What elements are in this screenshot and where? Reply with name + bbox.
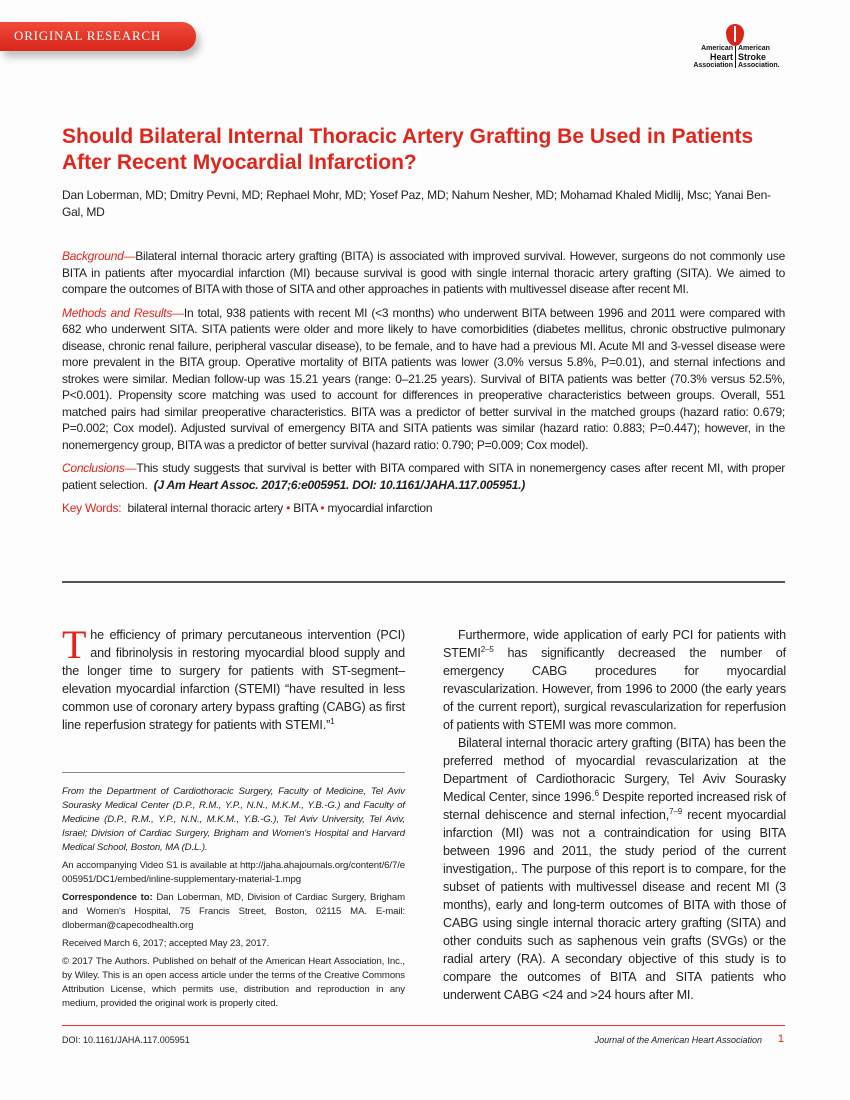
body-paragraph — [62, 622, 405, 734]
section-label: Conclusions— — [62, 461, 137, 475]
section-label: Background— — [62, 249, 136, 263]
keywords-label: Key Words: — [62, 501, 122, 515]
section-text: Bilateral internal thoracic artery grafting (BITA) is associated with improved survival. However, surgeons do not commonly use BITA in patients after myocardial infarction (MI) because survival is good with single internal thoracic artery grafting (SITA). We aimed to compare the outcomes of BITA with those of SITA and other approaches in patients with multivessel disease after recent MI. — [62, 249, 785, 296]
video-note[interactable]: An accompanying Video S1 is available at http://jaha.ahajournals.org/content/6/7/e005951/DC1/embed/inline-supplementary-material-1.mpg — [62, 860, 405, 885]
citation-ref[interactable]: 6 — [594, 788, 599, 798]
abstract-background — [62, 248, 785, 298]
logo-text: American — [738, 45, 770, 52]
correspondence-note — [62, 891, 405, 933]
footnotes — [62, 785, 405, 1015]
keyword: BITA — [293, 501, 318, 515]
article-title: Should Bilateral Internal Thoracic Artery Grafting Be Used in Patients After Recent Myocardial Infarction? — [62, 125, 754, 174]
logo-text: Association — [693, 62, 733, 69]
citation-ref[interactable]: 7–9 — [669, 806, 683, 816]
paragraph-text: has significantly decreased the number of emergency CABG procedures for myocardial revascularization. However, from 1996 to 2000 (the early years of the current report), surgical revascularization for reperfusion of patients with STEMI was more common. — [443, 646, 786, 732]
paragraph-text: Furthermore, wide application of early PCI for patients with STEMI — [443, 628, 786, 660]
aha-asa-logo — [683, 16, 788, 72]
section-banner — [0, 22, 196, 51]
section-label: Methods and Results— — [62, 305, 184, 320]
correspondence-label: Correspondence to: — [62, 892, 153, 903]
abstract-divider — [62, 581, 785, 583]
drop-cap: T — [62, 622, 87, 667]
affiliation-note: From the Department of Cardiothoracic Surgery, Faculty of Medicine, Tel Aviv Sourasky Medical Center (D.P., R.M., Y.P., N.N., M.K.M., Y.B.-G.) and Faculty of Medicine (D.P., R.M., Y.P., N.N., M.K.M., Y.B.-G.), Tel Aviv University, Tel Aviv, Israel; Division of Cardiac Surgery, Brigham and Women's Hospital and Harvard Medical School, Boston, MA (D.L.). — [62, 786, 405, 853]
bullet: • — [320, 501, 325, 515]
keyword: bilateral internal thoracic artery — [127, 501, 284, 515]
body-paragraph — [443, 626, 786, 734]
journal-name: Journal of the American Heart Association — [594, 1035, 762, 1045]
received-date: Received March 6, 2017; accepted May 23, 2017. — [62, 938, 270, 949]
body-right-column — [443, 626, 786, 1004]
page-number: 1 — [777, 1033, 784, 1045]
section-text: In total, 938 patients with recent MI (<3 months) who underwent BITA between 1996 and 2011 were compared with 682 who underwent SITA. SITA patients were older and more likely to have comorbidities (diabetes mellitus, chronic obstructive pulmonary disease, chronic renal failure, peripheral vascular disease), to be female, and to have had a previous MI. Acute MI and 3-vessel disease were more prevalent in the BITA group. Operative mortality of BITA patients was lower (3.0% versus 5.8%, P=0.01), and sternal infections and strokes were similar. Median follow-up was 15.21 years (range: 0–21.25 years). Survival of BITA patients was better (70.3% versus 52.5%, P<0.001). Propensity score matching was used to account for differences in preoperative characteristics between groups. Overall, 551 matched pairs had similar preoperative characteristics. BITA was a predictor of better survival in the matched groups (hazard ratio: 0.679; P=0.002; Cox model). Adjusted survival of emergency BITA and SITA patients was similar (hazard ratio: 0.883; P=0.447); however, in the nonemergency group, BITA was a predictor of better survival (hazard ratio: 0.790; P=0.009; Cox model). — [62, 305, 785, 452]
abstract-conclusions — [62, 460, 785, 493]
section-label: ORIGINAL RESEARCH — [14, 28, 162, 43]
footer-journal — [595, 1035, 762, 1045]
body-paragraph — [443, 734, 786, 1004]
footer-divider — [62, 1025, 785, 1026]
abstract — [62, 248, 785, 524]
footnote-divider — [62, 772, 405, 773]
section-text: This study suggests that survival is better with BITA compared with SITA in nonemergency cases after recent MI, with proper patient selection. — [62, 461, 785, 492]
paragraph-text: recent myocardial infarction (MI) was not a contraindication for using BITA between 1996 and 2011, the study period of the current investigation,. The purpose of this report is to compare, for the subset of patients with multivessel disease and recent MI (3 months), early and long-term outcomes of BITA with those of CABG using single internal thoracic artery grafting (SITA) and other conduits such as saphenous vein grafts (SVGs) or the radial artery (RA). A secondary objective of this study is to compare the outcomes of BITA and SITA patients who underwent CABG <24 and >24 hours after MI. — [443, 808, 786, 1002]
paragraph-text: Bilateral internal thoracic artery grafting (BITA) has been the preferred method of myocardial revascularization at the Department of Cardiothoracic Surgery, Tel Aviv Sourasky Medical Center, since 1996. — [443, 736, 786, 804]
footer-doi: DOI: 10.1161/JAHA.117.005951 — [62, 1035, 190, 1045]
author-list: Dan Loberman, MD; Dmitry Pevni, MD; Rephael Mohr, MD; Yosef Paz, MD; Nahum Nesher, MD; Mohamad Khaled Midlij, Msc; Yanai Ben-Gal, MD — [62, 188, 771, 219]
paragraph-text: he efficiency of primary percutaneous intervention (PCI) and fibrinolysis in restoring myocardial blood supply and the longer time to surgery for patients with ST-segment–elevation myocardial infarction (STEMI) “have resulted in less common use of coronary artery bypass grafting (CABG) as first line reperfusion strategy for patients with STEMI.” — [62, 628, 405, 732]
torch-icon — [734, 26, 736, 42]
citation: (J Am Heart Assoc. 2017;6:e005951. DOI: 10.1161/JAHA.117.005951.) — [153, 477, 526, 492]
keywords — [62, 500, 785, 517]
paragraph-text: Despite reported increased risk of sternal dehiscence and sternal infection, — [443, 790, 786, 822]
logo-text: Heart — [709, 52, 733, 62]
citation-ref[interactable]: 2–5 — [480, 644, 494, 654]
copyright-note: © 2017 The Authors. Published on behalf of the American Heart Association, Inc., by Wiley. This is an open access article under the terms of the Creative Commons Attribution License, which permits use, distribution and reproduction in any medium, provided the original work is properly cited. — [62, 956, 405, 1009]
abstract-methods — [62, 305, 785, 454]
logo-divider — [735, 46, 736, 68]
keyword: myocardial infarction — [327, 501, 433, 515]
bullet: • — [286, 501, 291, 515]
logo-text: Stroke — [738, 52, 767, 62]
logo-right-text — [738, 45, 780, 70]
body-left-column — [62, 622, 405, 734]
citation-ref[interactable]: 1 — [330, 716, 335, 726]
correspondence-text: Dan Loberman, MD, Division of Cardiac Surgery, Brigham and Women's Hospital, 75 Francis Street, Boston, 02115 MA. E-mail: dloberman@capecodhealth.org — [62, 892, 405, 931]
logo-text: Association. — [738, 62, 780, 69]
logo-text: American — [701, 45, 733, 52]
logo-left-text — [693, 45, 733, 70]
